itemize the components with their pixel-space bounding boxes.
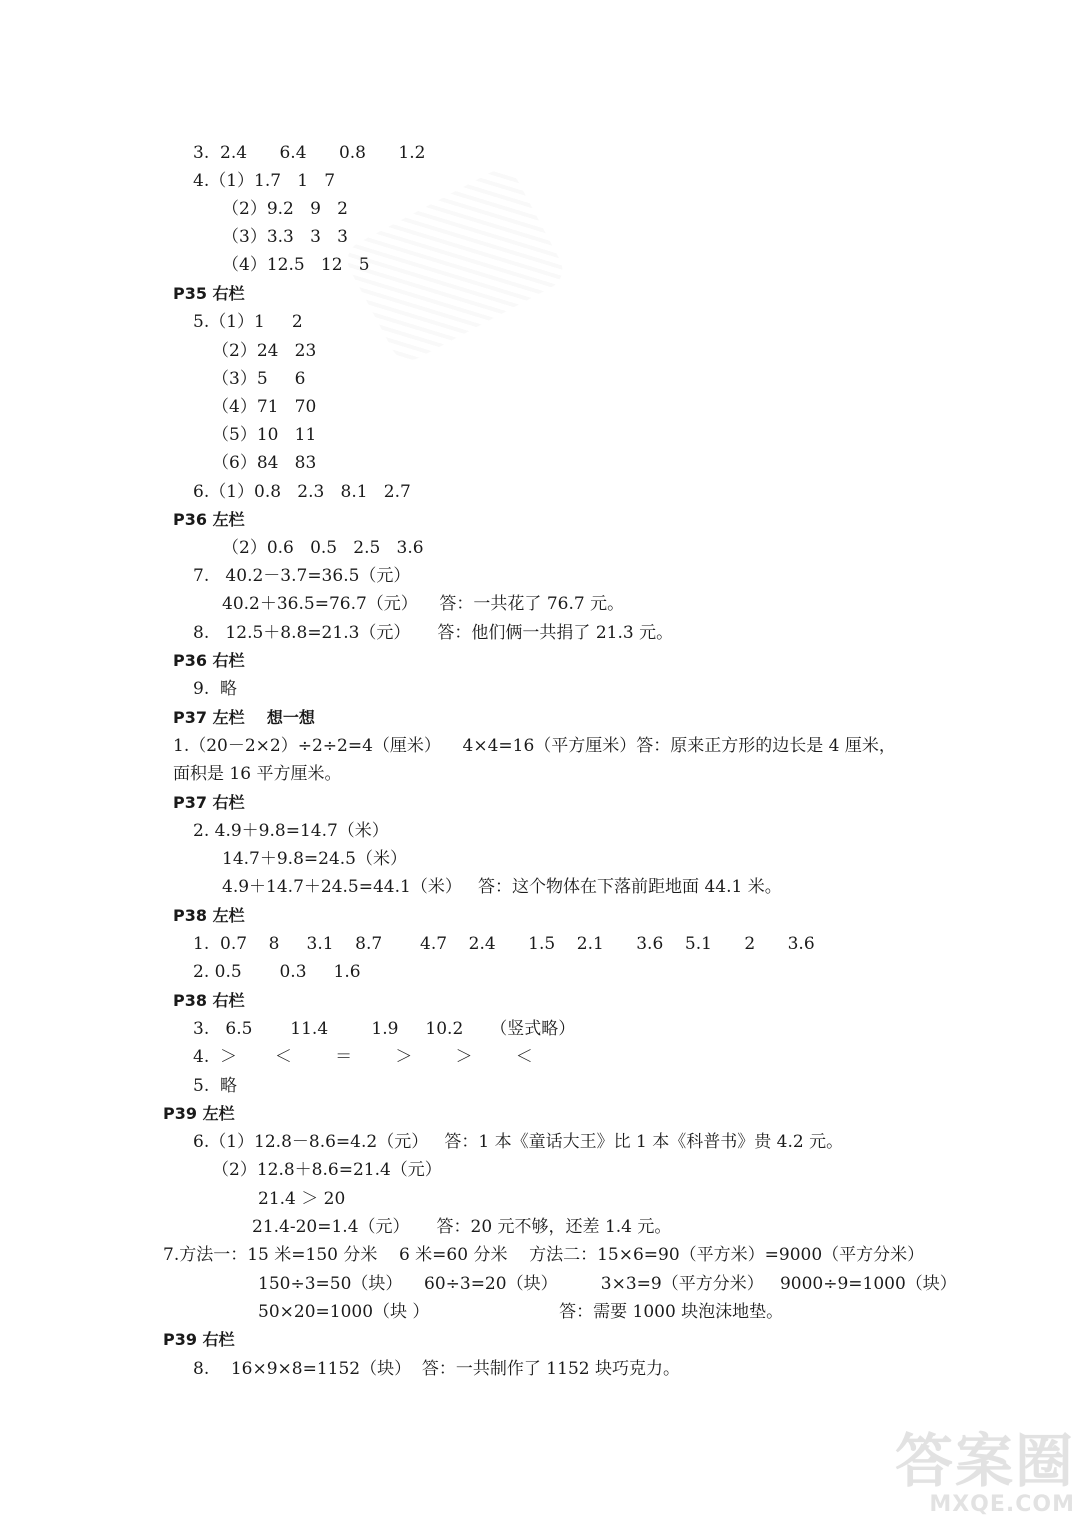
answer-line: 21.4-20=1.4（元） 答：20 元不够，还差 1.4 元。: [252, 1217, 672, 1237]
answer-line: 1.（20－2×2）÷2÷2=4（厘米） 4×4=16（平方厘米）答：原来正方形的边长是 4 厘米，: [173, 736, 896, 756]
answer-line: 8. 12.5＋8.8=21.3（元） 答：他们俩一共捐了 21.3 元。: [193, 623, 674, 643]
answer-line: 3. 6.5 11.4 1.9 10.2 （竖式略）: [193, 1019, 576, 1039]
answer-line: 21.4 ＞ 20: [258, 1189, 346, 1209]
answer-line: （5）10 11: [212, 425, 317, 445]
answer-line: （3）5 6: [212, 369, 306, 389]
answer-line: 5.（1）1 2: [193, 312, 303, 332]
section-heading: P38 右栏: [173, 991, 245, 1010]
answer-line: （2）24 23: [212, 341, 317, 361]
section-heading: P37 右栏: [173, 793, 245, 812]
section-heading: P36 左栏: [173, 510, 245, 529]
answer-line: 2. 0.5 0.3 1.6: [193, 962, 361, 982]
answer-line: 6.（1）0.8 2.3 8.1 2.7: [193, 482, 411, 502]
answer-line: 150÷3=50（块） 60÷3=20（块） 3×3=9（平方分米） 9000÷9=1000（块）: [258, 1274, 957, 1294]
section-heading: P36 右栏: [173, 651, 245, 670]
answer-line: 4.9＋14.7＋24.5=44.1（米） 答：这个物体在下落前距地面 44.1 米。: [222, 877, 782, 897]
watermark-logo: 答案圈: [894, 1427, 1075, 1495]
answer-line: 50×20=1000（块 ） 答：需要 1000 块泡沫地垫。: [258, 1302, 784, 1322]
section-heading: P37 左栏 想一想: [173, 708, 315, 727]
section-heading: P39 右栏: [163, 1330, 235, 1349]
answer-line: （2）12.8＋8.6=21.4（元）: [212, 1160, 442, 1180]
section-heading: P38 左栏: [173, 906, 245, 925]
answer-line: 4.（1）1.7 1 7: [193, 171, 336, 191]
answer-line: 面积是 16 平方厘米。: [173, 764, 342, 784]
answer-line: 14.7＋9.8=24.5（米）: [222, 849, 407, 869]
section-heading: P39 左栏: [163, 1104, 235, 1123]
answer-line: 40.2＋36.5=76.7（元） 答：一共花了 76.7 元。: [222, 594, 625, 614]
answer-line: （6）84 83: [212, 453, 317, 473]
answer-line: （4）71 70: [212, 397, 317, 417]
answer-line: 9. 略: [193, 679, 238, 699]
answer-line: 7.方法一：15 米=150 分米 6 米=60 分米 方法二：15×6=90（平方米）=9000（平方分米）: [163, 1245, 925, 1265]
answer-line: 3. 2.4 6.4 0.8 1.2: [193, 143, 426, 163]
answer-line: 7. 40.2－3.7=36.5（元）: [193, 566, 411, 586]
answer-line: （2）0.6 0.5 2.5 3.6: [222, 538, 424, 558]
answer-line: 4. ＞ ＜ ＝ ＞ ＞ ＜: [193, 1047, 533, 1067]
watermark-url: MXQE.COM: [929, 1492, 1075, 1517]
section-heading: P35 右栏: [173, 284, 245, 303]
answer-line: 8. 16×9×8=1152（块） 答：一共制作了 1152 块巧克力。: [193, 1359, 680, 1379]
answer-line: （2）9.2 9 2: [222, 199, 348, 219]
watermark: [875, 1427, 1075, 1530]
answer-line: 6.（1）12.8－8.6=4.2（元） 答：1 本《童话大王》比 1 本《科普书》贵 4.2 元。: [193, 1132, 844, 1152]
answer-line: （3）3.3 3 3: [222, 227, 348, 247]
answer-line: 2. 4.9＋9.8=14.7（米）: [193, 821, 389, 841]
answer-line: 5. 略: [193, 1076, 238, 1096]
answer-line: （4）12.5 12 5: [222, 255, 370, 275]
faint-stamp: [341, 163, 570, 367]
answer-line: 1. 0.7 8 3.1 8.7 4.7 2.4 1.5 2.1 3.6 5.1 2 3.6: [193, 934, 815, 954]
